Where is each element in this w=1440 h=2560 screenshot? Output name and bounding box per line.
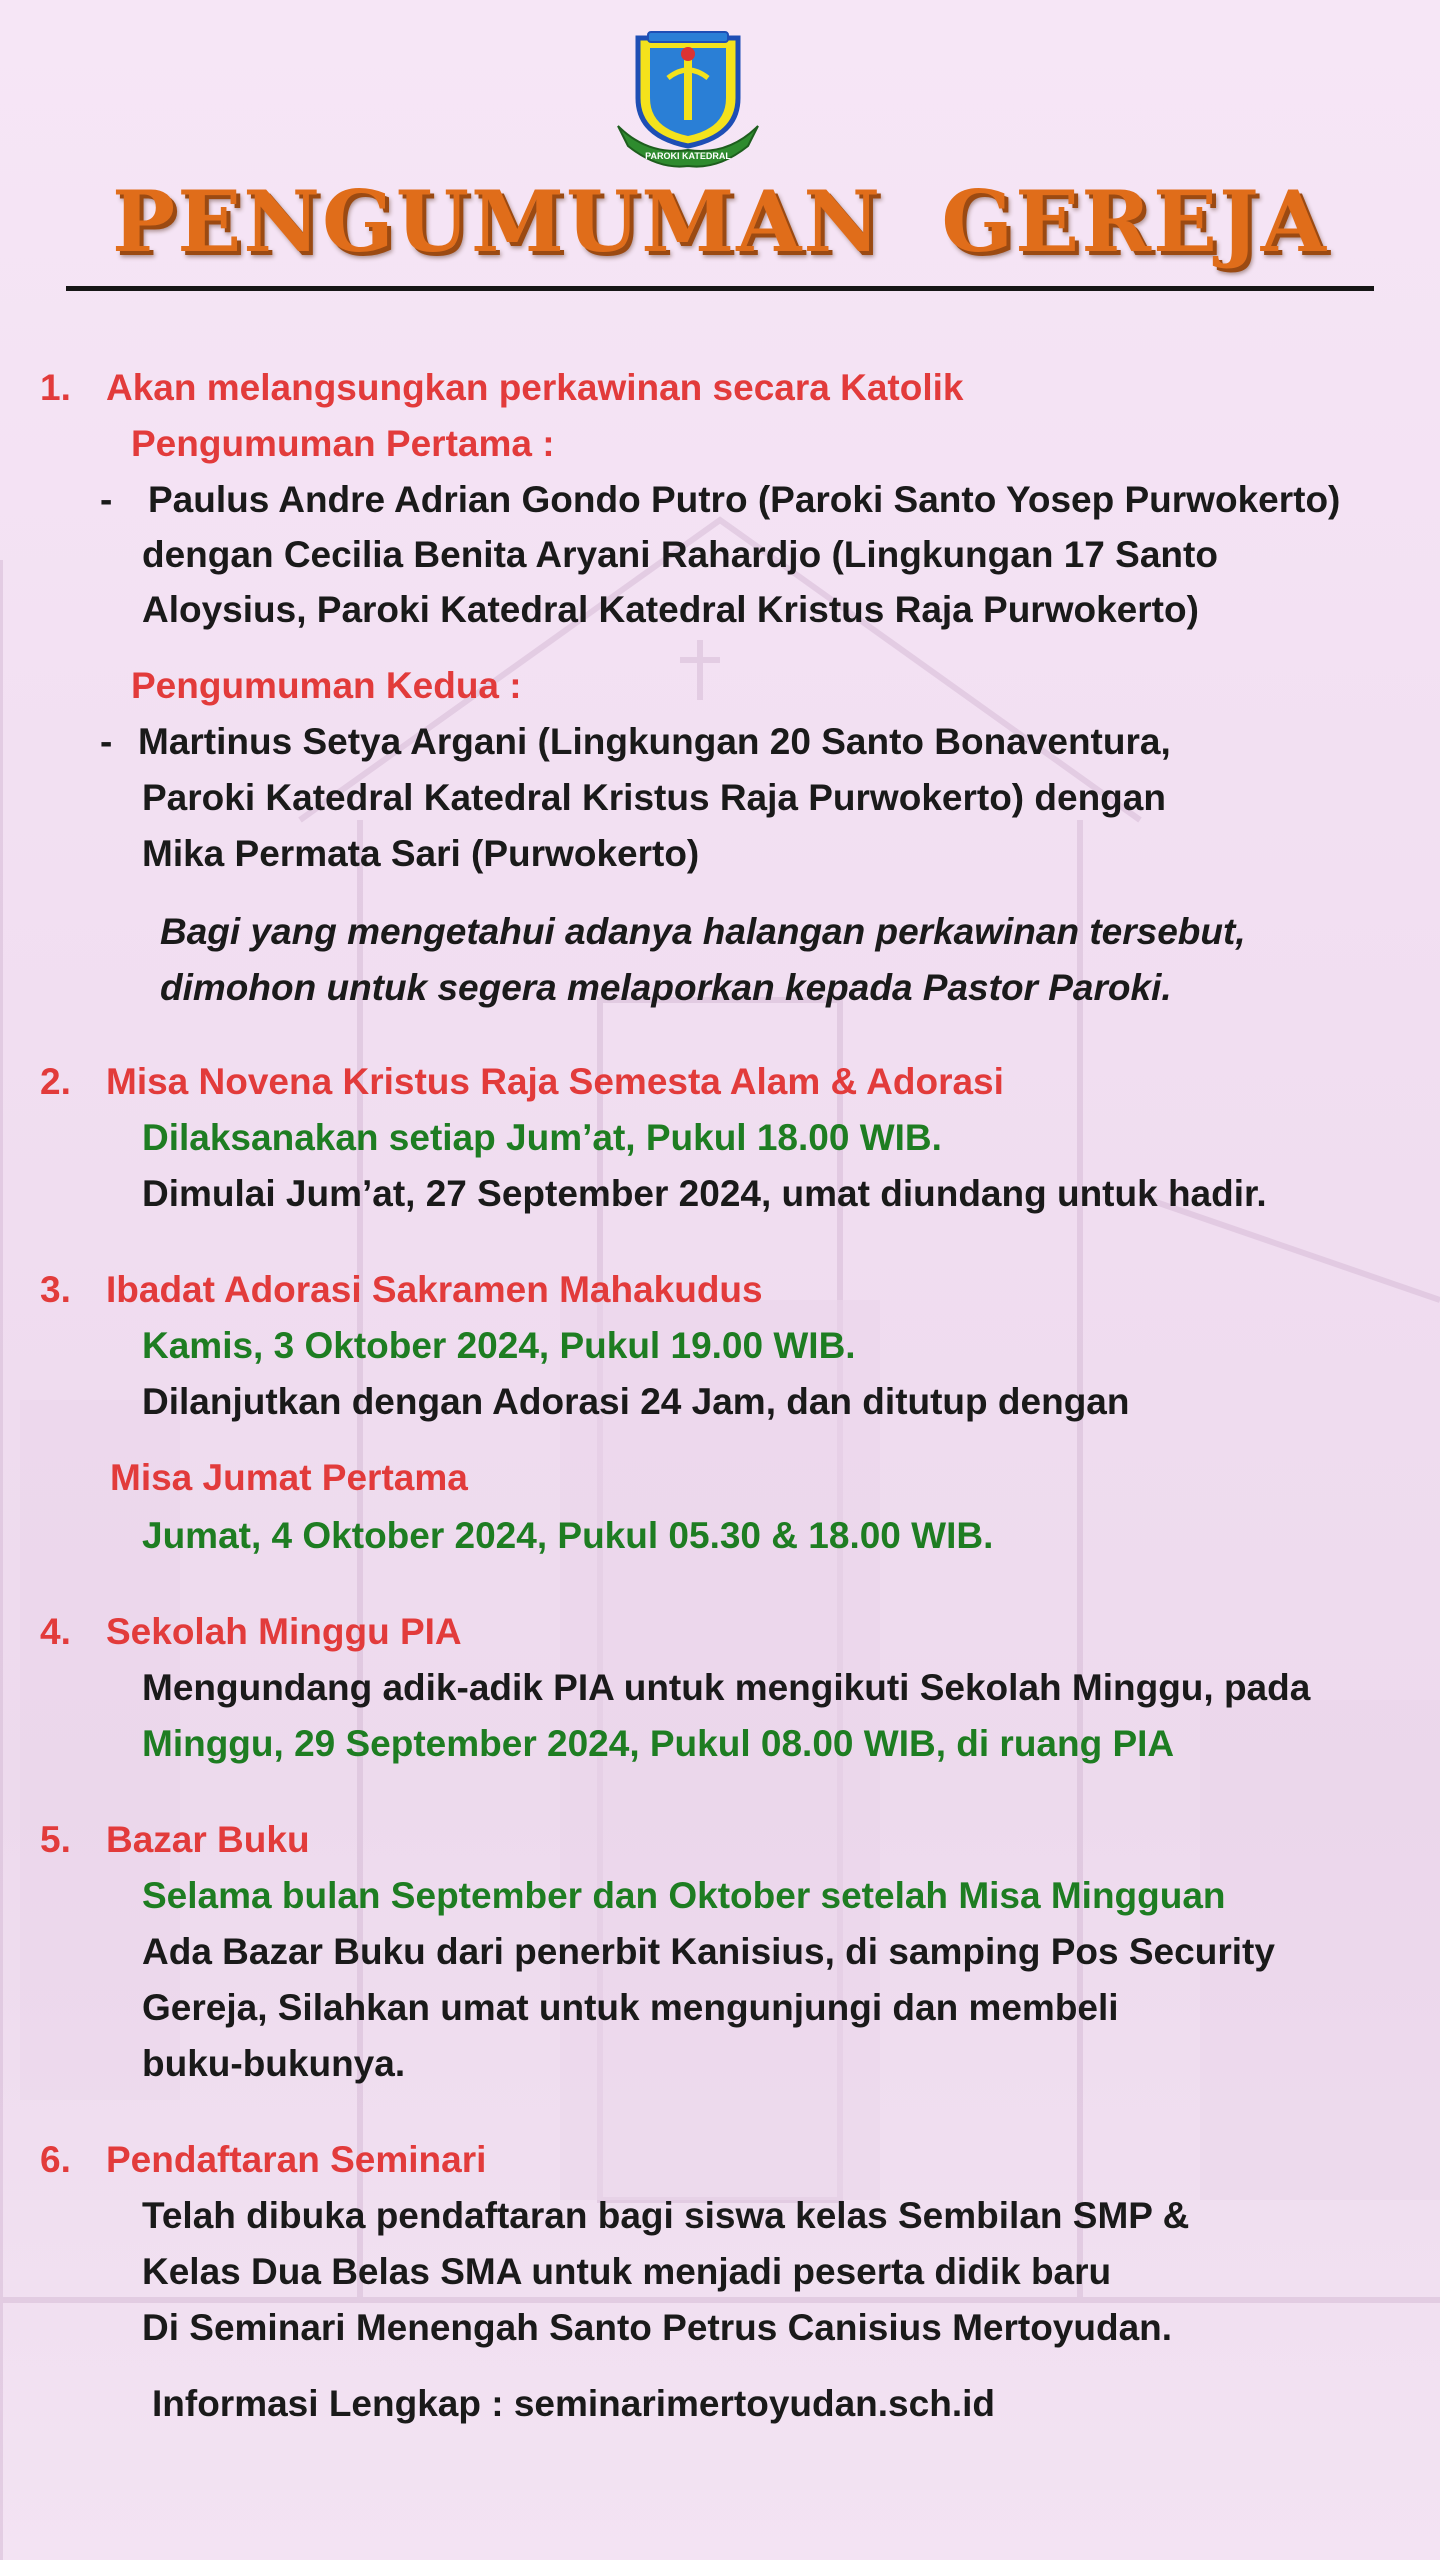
bullet-dash: - (100, 721, 113, 762)
item-6-number: 6. (40, 2139, 71, 2180)
item-5-heading: Bazar Buku (106, 1819, 310, 1860)
page-title: PENGUMUMAN GEREJA (112, 172, 1328, 271)
item-2-number: 2. (40, 1061, 71, 1102)
item-3-schedule: Kamis, 3 Oktober 2024, Pukul 19.00 WIB. (142, 1325, 856, 1366)
logo-banner-text: PAROKI KATEDRAL (645, 151, 731, 161)
item-1-note-line1: Bagi yang mengetahui adanya halangan perkawinan tersebut, (160, 911, 1246, 952)
item-1-subheading-second: Pengumuman Kedua : (131, 665, 522, 706)
item-5-body-line2: Gereja, Silahkan umat untuk mengunjungi dan membeli (142, 1987, 1119, 2028)
item-6-body-line3: Di Seminari Menengah Santo Petrus Canisius Mertoyudan. (142, 2307, 1173, 2348)
item-3-subheading: Misa Jumat Pertama (110, 1457, 468, 1498)
item-1-note-line2: dimohon untuk segera melaporkan kepada Pastor Paroki. (160, 967, 1172, 1008)
item-3-heading: Ibadat Adorasi Sakramen Mahakudus (106, 1269, 763, 1310)
item-3-number: 3. (40, 1269, 71, 1310)
item-4-number: 4. (40, 1611, 71, 1652)
item-5-schedule: Selama bulan September dan Oktober setelah Misa Mingguan (142, 1875, 1226, 1916)
item-6-body-line1: Telah dibuka pendaftaran bagi siswa kelas Sembilan SMP & (142, 2195, 1190, 2236)
item-5-number: 5. (40, 1819, 71, 1860)
item-1-heading: Akan melangsungkan perkawinan secara Katolik (106, 367, 964, 408)
item-1-bullet1-line3: Aloysius, Paroki Katedral Katedral Kristus Raja Purwokerto) (142, 589, 1199, 630)
bullet-dash: - (100, 479, 113, 520)
item-2-body: Dimulai Jum’at, 27 September 2024, umat diundang untuk hadir. (142, 1173, 1267, 1214)
item-2-schedule: Dilaksanakan setiap Jum’at, Pukul 18.00 WIB. (142, 1117, 942, 1158)
item-2-heading: Misa Novena Kristus Raja Semesta Alam & Adorasi (106, 1061, 1004, 1102)
item-3-body: Dilanjutkan dengan Adorasi 24 Jam, dan ditutup dengan (142, 1381, 1130, 1422)
item-5-body-line1: Ada Bazar Buku dari penerbit Kanisius, di samping Pos Security (142, 1931, 1275, 1972)
item-5-body-line3: buku-bukunya. (142, 2043, 406, 2084)
item-6-heading: Pendaftaran Seminari (106, 2139, 487, 2180)
item-4-body: Mengundang adik-adik PIA untuk mengikuti Sekolah Minggu, pada (142, 1667, 1311, 1708)
item-1-bullet1-line2: dengan Cecilia Benita Aryani Rahardjo (Lingkungan 17 Santo (142, 534, 1218, 575)
item-1-subheading-first: Pengumuman Pertama : (131, 423, 555, 464)
item-4-heading: Sekolah Minggu PIA (106, 1611, 462, 1652)
item-1-number: 1. (40, 367, 71, 408)
item-6-info-link: Informasi Lengkap : seminarimertoyudan.sch.id (152, 2383, 995, 2424)
item-1-bullet2-line1: Martinus Setya Argani (Lingkungan 20 Santo Bonaventura, (138, 721, 1171, 762)
parish-logo (608, 28, 768, 168)
item-1-bullet1-line1: Paulus Andre Adrian Gondo Putro (Paroki Santo Yosep Purwokerto) (148, 479, 1341, 520)
item-1-bullet2-line3: Mika Permata Sari (Purwokerto) (142, 833, 700, 874)
title-divider (66, 286, 1374, 291)
item-6-body-line2: Kelas Dua Belas SMA untuk menjadi peserta didik baru (142, 2251, 1112, 2292)
item-4-schedule: Minggu, 29 September 2024, Pukul 08.00 WIB, di ruang PIA (142, 1723, 1175, 1764)
item-3-schedule-2: Jumat, 4 Oktober 2024, Pukul 05.30 & 18.00 WIB. (142, 1515, 994, 1556)
item-1-bullet2-line2: Paroki Katedral Katedral Kristus Raja Purwokerto) dengan (142, 777, 1166, 818)
